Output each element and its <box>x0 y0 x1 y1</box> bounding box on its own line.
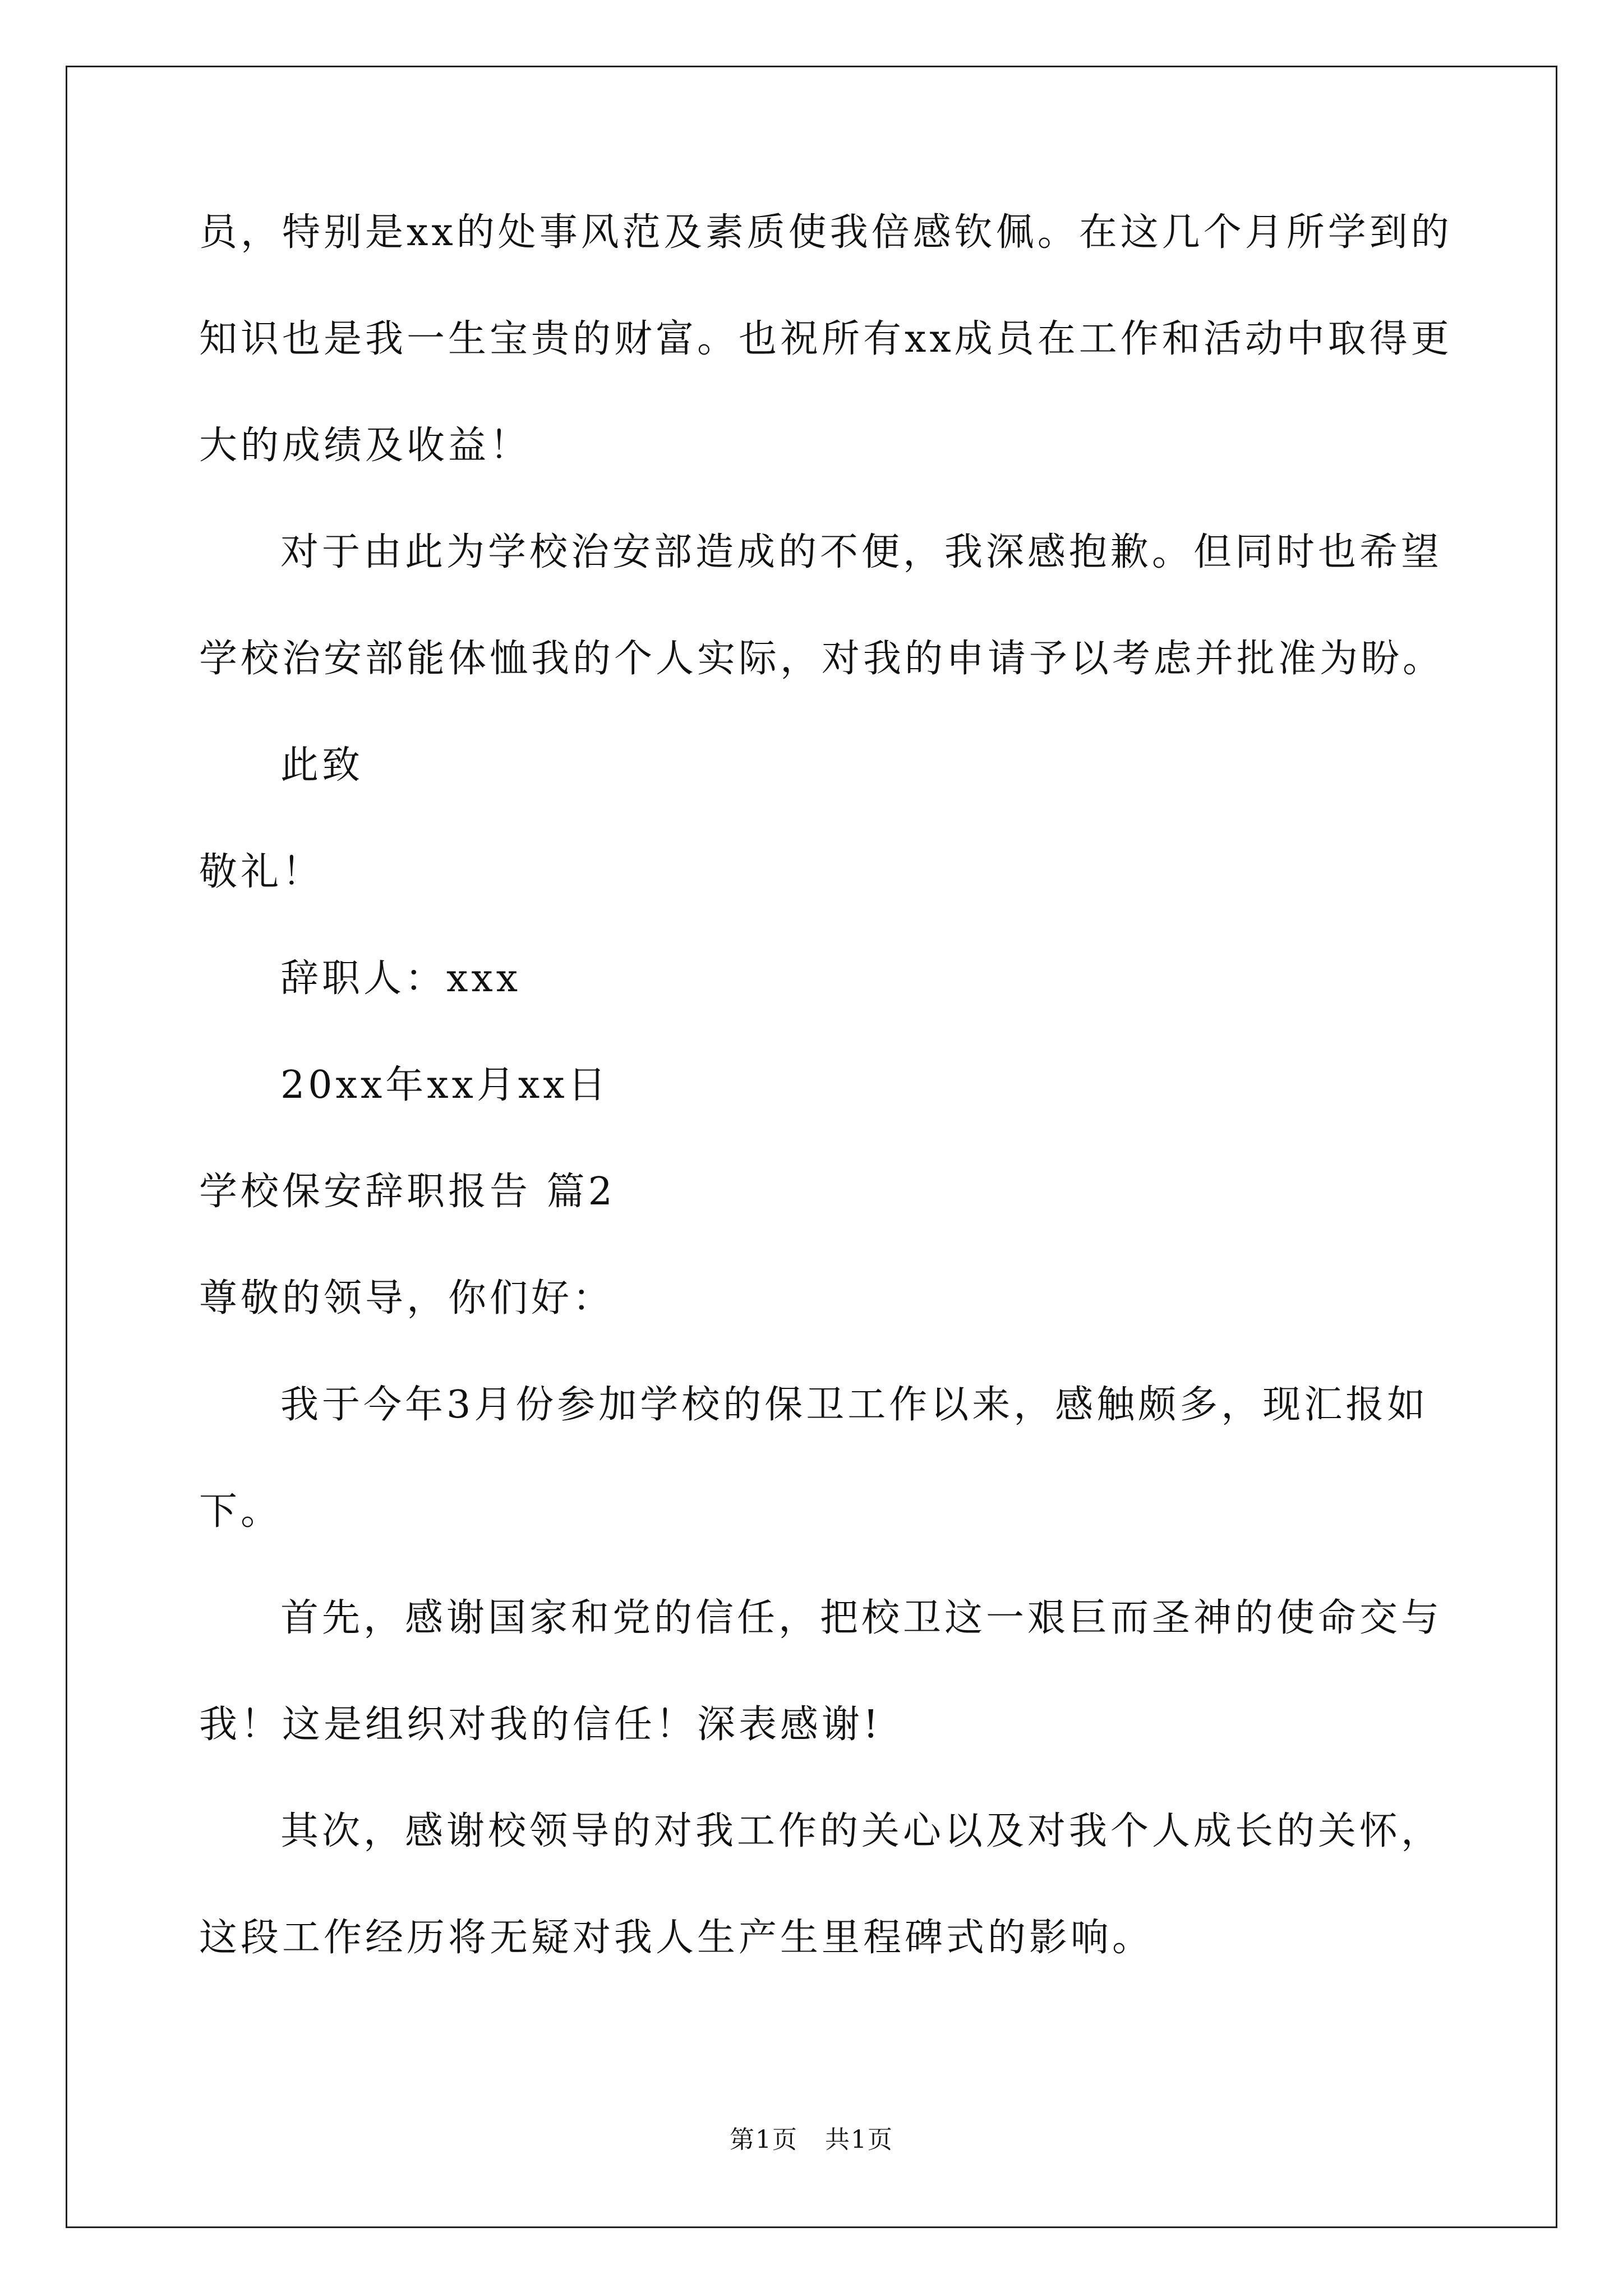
page-number-footer: 第1页 共1页 <box>730 2125 893 2154</box>
body-line-6: 我于今年3月份参加学校的保卫工作以来，感触颇多，现汇报如 <box>280 1383 1429 1427</box>
body-line-1: 员，特别是xx的处事风范及素质使我倍感钦佩。在这几个月所学到的 <box>199 210 1453 255</box>
page-border <box>66 66 1557 2228</box>
date-line: 20xx年xx月xx日 <box>280 1063 610 1107</box>
body-line-10: 其次，感谢校领导的对我工作的关心以及对我个人成长的关怀， <box>280 1809 1443 1853</box>
body-line-11: 这段工作经历将无疑对我人生产生里程碑式的影响。 <box>199 1916 1154 1960</box>
body-line-3: 大的成绩及收益！ <box>199 424 532 468</box>
body-line-9: 我！这是组织对我的信任！深表感谢! <box>199 1703 882 1747</box>
closing-regards: 敬礼！ <box>199 850 324 894</box>
closing-salutation: 此致 <box>280 743 364 788</box>
body-line-8: 首先，感谢国家和党的信任，把校卫这一艰巨而圣神的使命交与 <box>280 1596 1443 1640</box>
section-title: 学校保安辞职报告 篇2 <box>199 1170 616 1214</box>
body-line-5: 学校治安部能体恤我的个人实际，对我的申请予以考虑并批准为盼。 <box>199 637 1445 681</box>
body-line-7: 下。 <box>199 1489 283 1534</box>
body-line-4: 对于由此为学校治安部造成的不便，我深感抱歉。但同时也希望 <box>280 530 1443 574</box>
signature-line: 辞职人：xxx <box>280 956 522 1001</box>
body-line-2: 知识也是我一生宝贵的财富。也祝所有xx成员在工作和活动中取得更 <box>199 317 1453 361</box>
greeting-line: 尊敬的领导，你们好： <box>199 1276 615 1320</box>
